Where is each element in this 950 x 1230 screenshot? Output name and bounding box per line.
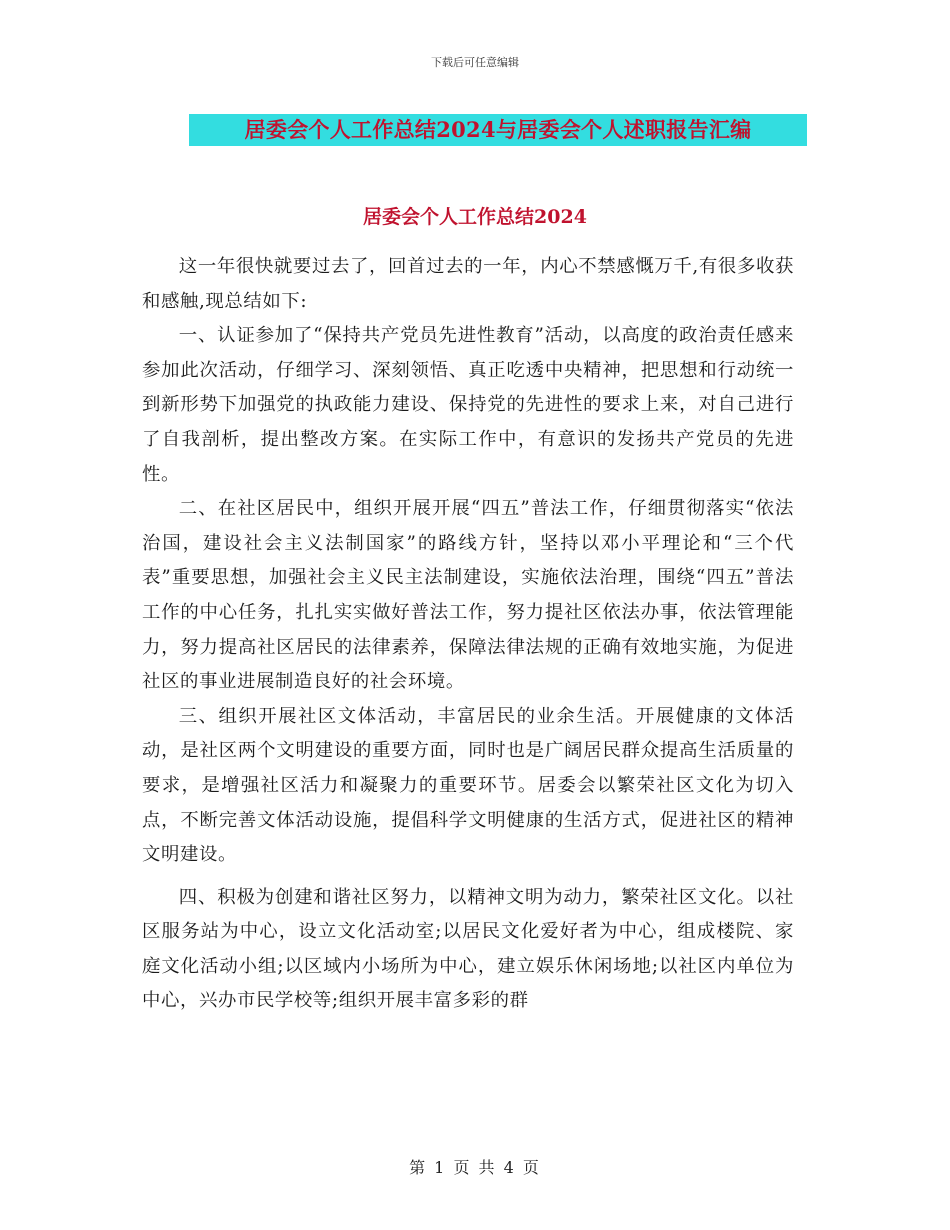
paragraph-item-2: 二、在社区居民中，组织开展开展“四五”普法工作，仔细贯彻落实“依法治国，建设社会主义法制国家”的路线方针，坚持以邓小平理论和“三个代表”重要思想，加强社会主义民主法制建设，实施依法治理，围绕“四五”普法工作的中心任务，扎扎实实做好普法工作，努力提社区依法办事，依法管理能力，努力提高社区居民的法律素养，保障法律法规的正确有效地实施，为促进社区的事业进展制造良好的社会环境。	[142, 498, 794, 693]
paragraph-item-4: 四、积极为创建和谐社区努力，以精神文明为动力，繁荣社区文化。以社区服务站为中心，设立文化活动室;以居民文化爱好者为中心，组成楼院、家庭文化活动小组;以区域内小场所为中心，建立娱乐休闲场地;以社区内单位为中心，兴办市民学校等;组织开展丰富多彩的群	[142, 886, 794, 1012]
document-body	[142, 250, 794, 1019]
document-title: 居委会个人工作总结2024与居委会个人述职报告汇编	[189, 114, 807, 146]
paragraph-item-1: 一、认证参加了“保持共产党员先进性教育”活动，以高度的政治责任感来参加此次活动，仔细学习、深刻领悟、真正吃透中央精神，把思想和行动统一到新形势下加强党的执政能力建设、保持党的先进性的要求上来，对自己进行了自我剖析，提出整改方案。在实际工作中，有意识的发扬共产党员的先进性。	[142, 325, 794, 485]
section-title: 居委会个人工作总结2024	[363, 206, 587, 228]
header-note: 下载后可任意编辑	[431, 56, 519, 69]
paragraph-item-3: 三、组织开展社区文体活动，丰富居民的业余生活。开展健康的文体活动，是社区两个文明建设的重要方面，同时也是广阔居民群众提高生活质量的要求，是增强社区活力和凝聚力的重要环节。居委会以繁荣社区文化为切入点，不断完善文体活动设施，提倡科学文明健康的生活方式，促进社区的精神文明建设。	[142, 705, 794, 866]
page-footer: 第 1 页 共 4 页	[409, 1158, 541, 1177]
paragraph-intro: 这一年很快就要过去了，回首过去的一年，内心不禁感慨万千,有很多收获和感触,现总结如下:	[142, 256, 794, 312]
